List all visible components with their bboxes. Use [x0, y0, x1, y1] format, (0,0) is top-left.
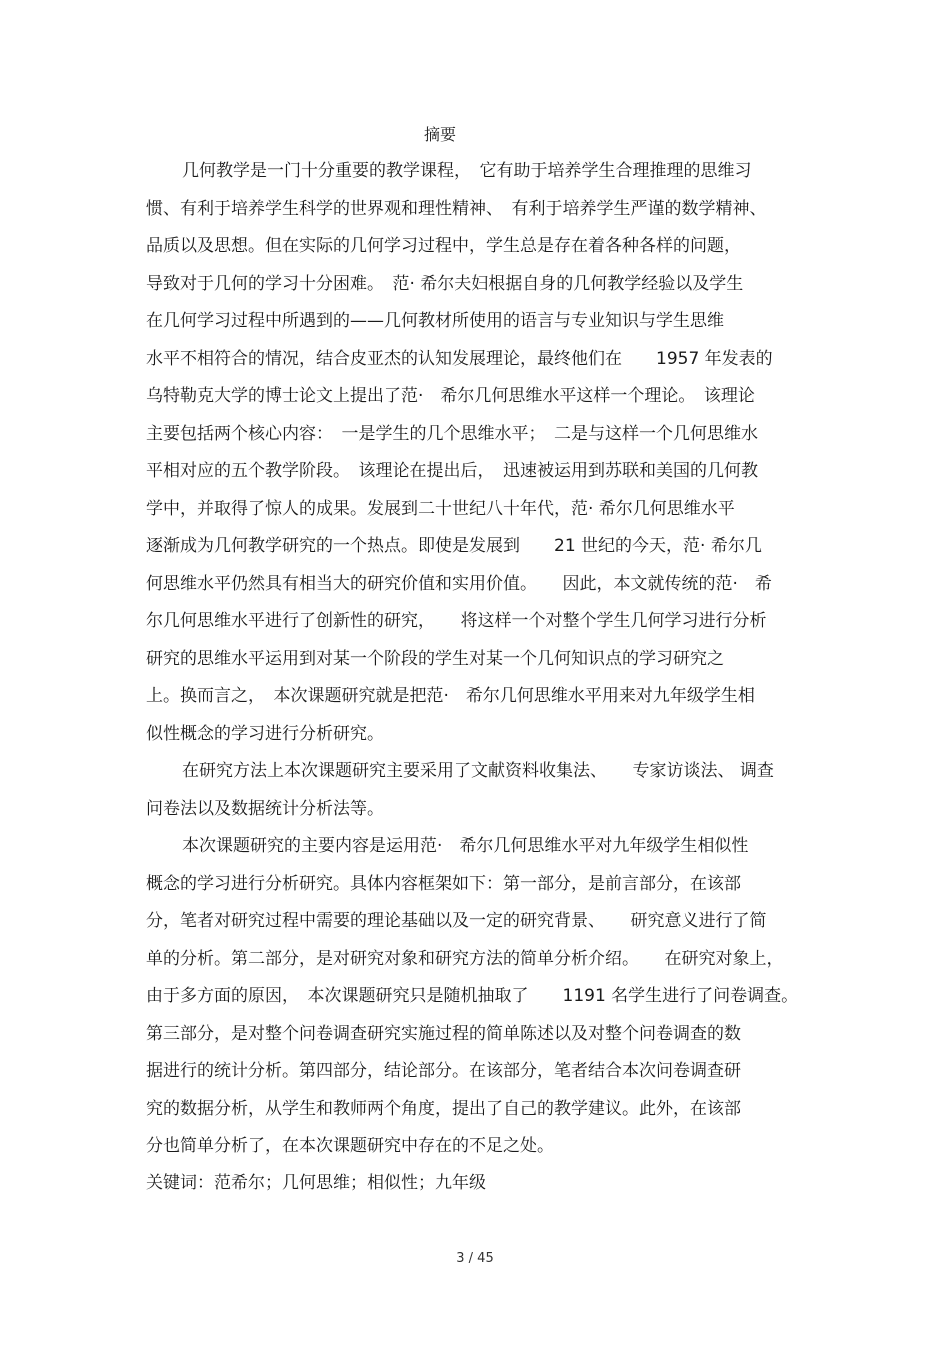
text-line: 在研究方法上本次课题研究主要采用了文献资料收集法、 专家访谈法、 调查 [182, 761, 774, 781]
text-line: 分，笔者对研究过程中需要的理论基础以及一定的研究背景、 研究意义进行了简 [146, 911, 767, 931]
text-line: 由于多方面的原因， 本次课题研究只是随机抽取了 1191 名学生进行了问卷调查。 [146, 986, 799, 1006]
text-line: 究的数据分析，从学生和教师两个角度，提出了自己的教学建议。此外，在该部 [146, 1099, 741, 1119]
text-line: 水平不相符合的情况，结合皮亚杰的认知发展理论，最终他们在 1957 年发表的 [146, 349, 773, 369]
text-line: 研究的思维水平运用到对某一个阶段的学生对某一个几何知识点的学习研究之 [146, 649, 724, 669]
text-line: 在几何学习过程中所遇到的——几何教材所使用的语言与专业知识与学生思维 [146, 311, 724, 331]
text-line: 尔几何思维水平进行了创新性的研究， 将这样一个对整个学生几何学习进行分析 [146, 611, 767, 631]
text-line: 本次课题研究的主要内容是运用范· 希尔几何思维水平对九年级学生相似性 [182, 836, 749, 856]
text-line: 逐渐成为几何教学研究的一个热点。即使是发展到 21 世纪的今天，范· 希尔几 [146, 536, 762, 556]
text-line: 问卷法以及数据统计分析法等。 [146, 799, 384, 819]
text-line: 惯、有利于培养学生科学的世界观和理性精神、 有利于培养学生严谨的数学精神、 [146, 199, 767, 219]
text-line: 几何教学是一门十分重要的教学课程， 它有助于培养学生合理推理的思维习 [182, 161, 752, 181]
text-line: 平相对应的五个教学阶段。 该理论在提出后， 迅速被运用到苏联和美国的几何教 [146, 461, 758, 481]
text-line: 据进行的统计分析。第四部分，结论部分。在该部分，笔者结合本次问卷调查研 [146, 1061, 741, 1081]
text-line: 何思维水平仍然具有相当大的研究价值和实用价值。 因此，本文就传统的范· 希 [146, 574, 772, 594]
abstract-title: 摘要 [423, 125, 456, 144]
text-line: 分也简单分析了，在本次课题研究中存在的不足之处。 [146, 1136, 554, 1156]
text-line: 乌特勒克大学的博士论文上提出了范· 希尔几何思维水平这样一个理论。 该理论 [146, 386, 755, 406]
text-line: 主要包括两个核心内容： 一是学生的几个思维水平； 二是与这样一个几何思维水 [146, 424, 758, 444]
text-line: 导致对于几何的学习十分困难。 范· 希尔夫妇根据自身的几何教学经验以及学生 [146, 274, 744, 294]
text-line: 学中，并取得了惊人的成果。发展到二十世纪八十年代，范· 希尔几何思维水平 [146, 499, 735, 519]
text-line: 第三部分，是对整个问卷调查研究实施过程的简单陈述以及对整个问卷调查的数 [146, 1024, 741, 1044]
text-line: 上。换而言之， 本次课题研究就是把范· 希尔几何思维水平用来对九年级学生相 [146, 686, 755, 706]
keywords-line: 关键词：范希尔；几何思维；相似性；九年级 [146, 1173, 486, 1193]
text-line: 品质以及思想。但在实际的几何学习过程中，学生总是存在着各种各样的问题， [146, 236, 741, 256]
text-line: 似性概念的学习进行分析研究。 [146, 724, 384, 744]
page-number: 3 / 45 [456, 1251, 494, 1266]
text-line: 单的分析。第二部分，是对研究对象和研究方法的简单分析介绍。 在研究对象上， [146, 949, 784, 969]
text-line: 概念的学习进行分析研究。具体内容框架如下：第一部分，是前言部分，在该部 [146, 874, 741, 894]
